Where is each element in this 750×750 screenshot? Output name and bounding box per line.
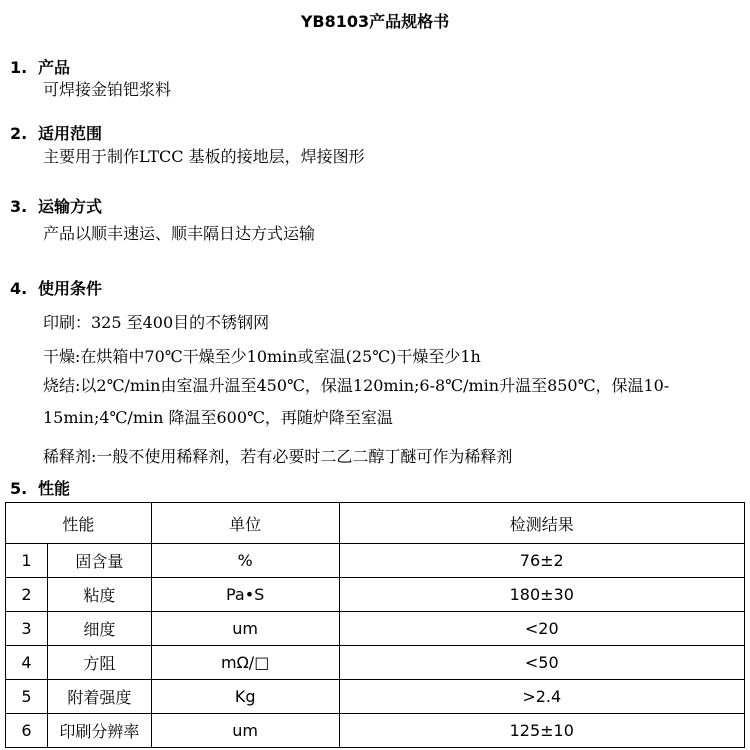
row-result: 76±2 bbox=[339, 544, 744, 578]
row-unit: Pa•S bbox=[151, 578, 339, 612]
page-title: YB8103产品规格书 bbox=[300, 12, 450, 31]
table-row bbox=[6, 612, 745, 646]
row-unit: % bbox=[151, 544, 339, 578]
row-result: 180±30 bbox=[339, 578, 744, 612]
header-property: 性能 bbox=[6, 503, 152, 544]
row-number: 2 bbox=[6, 578, 48, 612]
section-heading-product bbox=[10, 55, 70, 78]
row-number: 3 bbox=[6, 612, 48, 646]
section-number: 3. bbox=[10, 197, 28, 216]
section-number: 2. bbox=[10, 124, 28, 143]
row-property: 印刷分辨率 bbox=[47, 714, 151, 748]
row-unit: um bbox=[151, 612, 339, 646]
row-number: 1 bbox=[6, 544, 48, 578]
row-result: 125±10 bbox=[339, 714, 744, 748]
section-heading-conditions bbox=[10, 276, 102, 299]
row-property: 方阻 bbox=[47, 646, 151, 680]
section-heading-performance bbox=[10, 476, 70, 499]
performance-table bbox=[5, 502, 745, 748]
header-result: 检测结果 bbox=[339, 503, 744, 544]
condition-thinner: 稀释剂:一般不使用稀释剂，若有必要时二乙二醇丁醚可作为稀释剂 bbox=[43, 447, 513, 466]
section-title: 产品 bbox=[38, 58, 71, 77]
table-row bbox=[6, 680, 745, 714]
row-property: 粘度 bbox=[47, 578, 151, 612]
condition-printing: 印刷：325 至400目的不锈钢网 bbox=[43, 313, 270, 332]
row-unit: um bbox=[151, 714, 339, 748]
section-number: 1. bbox=[10, 58, 28, 77]
table-row bbox=[6, 578, 745, 612]
row-result: <20 bbox=[339, 612, 744, 646]
table-row bbox=[6, 646, 745, 680]
shipping-description: 产品以顺丰速运、顺丰隔日达方式运输 bbox=[43, 224, 316, 243]
row-number: 5 bbox=[6, 680, 48, 714]
scope-description: 主要用于制作LTCC 基板的接地层，焊接图形 bbox=[43, 147, 365, 166]
section-title: 运输方式 bbox=[38, 197, 103, 216]
row-number: 4 bbox=[6, 646, 48, 680]
section-title: 适用范围 bbox=[38, 124, 103, 143]
table-header-row bbox=[6, 503, 745, 544]
row-result: >2.4 bbox=[339, 680, 744, 714]
table-row bbox=[6, 544, 745, 578]
row-result: <50 bbox=[339, 646, 744, 680]
section-heading-shipping bbox=[10, 194, 102, 217]
row-unit: mΩ/□ bbox=[151, 646, 339, 680]
table-row bbox=[6, 714, 745, 748]
product-description: 可焊接金铂钯浆料 bbox=[43, 80, 172, 99]
header-unit: 单位 bbox=[151, 503, 339, 544]
section-number: 4. bbox=[10, 279, 28, 298]
row-unit: Kg bbox=[151, 680, 339, 714]
row-number: 6 bbox=[6, 714, 48, 748]
section-title: 性能 bbox=[38, 479, 71, 498]
section-title: 使用条件 bbox=[38, 279, 103, 298]
row-property: 附着强度 bbox=[47, 680, 151, 714]
section-heading-scope bbox=[10, 121, 102, 144]
row-property: 固含量 bbox=[47, 544, 151, 578]
row-property: 细度 bbox=[47, 612, 151, 646]
condition-drying: 干燥:在烘箱中70℃干燥至少10min或室温(25℃)干燥至少1h bbox=[43, 347, 481, 366]
section-number: 5. bbox=[10, 479, 28, 498]
condition-sintering: 烧结:以2℃/min由室温升温至450℃，保温120min;6-8℃/min升温至850℃，保温10-15min;4℃/min 降温至600℃，再随炉降至室温 bbox=[43, 376, 670, 427]
